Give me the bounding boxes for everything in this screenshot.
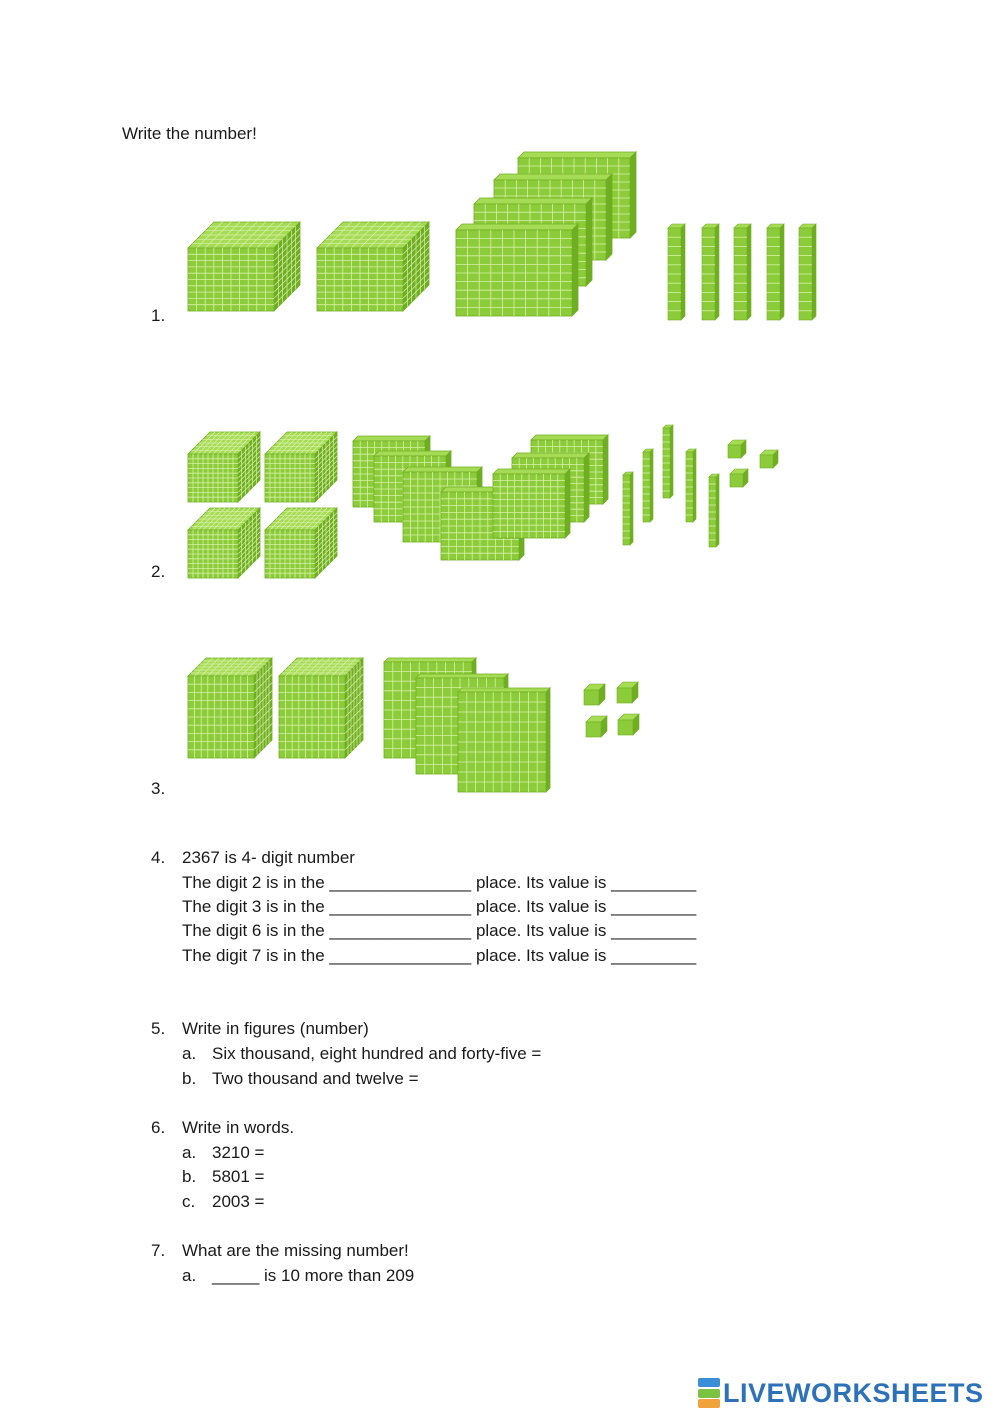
base-ten-ten-rod-icon [799, 224, 816, 320]
base-ten-unit-cube-icon [617, 682, 638, 703]
question-4-line: The digit 3 is in the _______________ place. Its value is _________ [182, 897, 697, 916]
item-text: _____ is 10 more than 209 [212, 1266, 415, 1285]
question-5-number: 5. [151, 1019, 166, 1038]
question-6-title: Write in words. [182, 1118, 295, 1137]
item-letter: c. [182, 1192, 196, 1211]
item-letter: a. [182, 1266, 197, 1285]
question-4-line: The digit 7 is in the _______________ place. Its value is _________ [182, 946, 697, 965]
question-3-number: 3. [151, 779, 166, 798]
base-ten-unit-cube-icon [760, 450, 778, 468]
base-ten-thousand-cube-icon [265, 432, 337, 502]
item-text: 2003 = [212, 1192, 265, 1211]
base-ten-unit-cube-icon [584, 684, 605, 705]
item-letter: a. [182, 1143, 197, 1162]
base-ten-ten-rod-icon [709, 474, 719, 547]
base-ten-hundred-flat-icon [493, 469, 570, 538]
base-ten-thousand-cube-icon [279, 658, 363, 758]
base-ten-ten-rod-icon [643, 449, 653, 522]
base-ten-ten-rod-icon [702, 224, 719, 320]
question-7-number: 7. [151, 1241, 166, 1260]
question-4-line: The digit 2 is in the _______________ place. Its value is _________ [182, 873, 697, 892]
item-text: Two thousand and twelve = [212, 1069, 419, 1088]
base-ten-unit-cube-icon [586, 716, 607, 737]
item-text: 3210 = [212, 1143, 265, 1162]
item-letter: b. [182, 1167, 197, 1186]
question-4-intro: 2367 is 4- digit number [182, 848, 355, 867]
base-ten-ten-rod-icon [668, 224, 685, 320]
base-ten-thousand-cube-icon [188, 432, 260, 502]
base-ten-ten-rod-icon [686, 449, 696, 522]
question-2-number: 2. [151, 562, 166, 581]
brand-name: LIVEWORKSHEETS [723, 1377, 984, 1408]
base-ten-hundred-flat-icon [458, 688, 550, 792]
liveworksheets-brand [698, 1377, 984, 1409]
item-text: Six thousand, eight hundred and forty-five = [212, 1044, 542, 1063]
question-7-title: What are the missing number! [182, 1241, 409, 1260]
question-4-line: The digit 6 is in the _______________ place. Its value is _________ [182, 921, 697, 940]
base-ten-thousand-cube-icon [188, 658, 272, 758]
base-ten-hundred-flat-icon [456, 224, 578, 316]
base-ten-unit-cube-icon [618, 714, 639, 735]
base-ten-thousand-cube-icon [188, 222, 300, 311]
base-ten-thousand-cube-icon [188, 508, 260, 578]
base-ten-ten-rod-icon [767, 224, 784, 320]
instruction-text: Write the number! [122, 124, 257, 143]
item-letter: a. [182, 1044, 197, 1063]
base-ten-thousand-cube-icon [265, 508, 337, 578]
base-ten-unit-cube-icon [730, 469, 748, 487]
base-ten-thousand-cube-icon [317, 222, 429, 311]
item-letter: b. [182, 1069, 197, 1088]
base-ten-unit-cube-icon [728, 440, 746, 458]
question-4-number: 4. [151, 848, 166, 867]
base-ten-ten-rod-icon [623, 472, 633, 545]
item-text: 5801 = [212, 1167, 265, 1186]
question-6-number: 6. [151, 1118, 166, 1137]
base-ten-ten-rod-icon [663, 425, 673, 498]
question-5-title: Write in figures (number) [182, 1019, 369, 1038]
question-1-number: 1. [151, 306, 166, 325]
liveworksheets-logo-icon [698, 1378, 720, 1408]
base-ten-ten-rod-icon [734, 224, 751, 320]
